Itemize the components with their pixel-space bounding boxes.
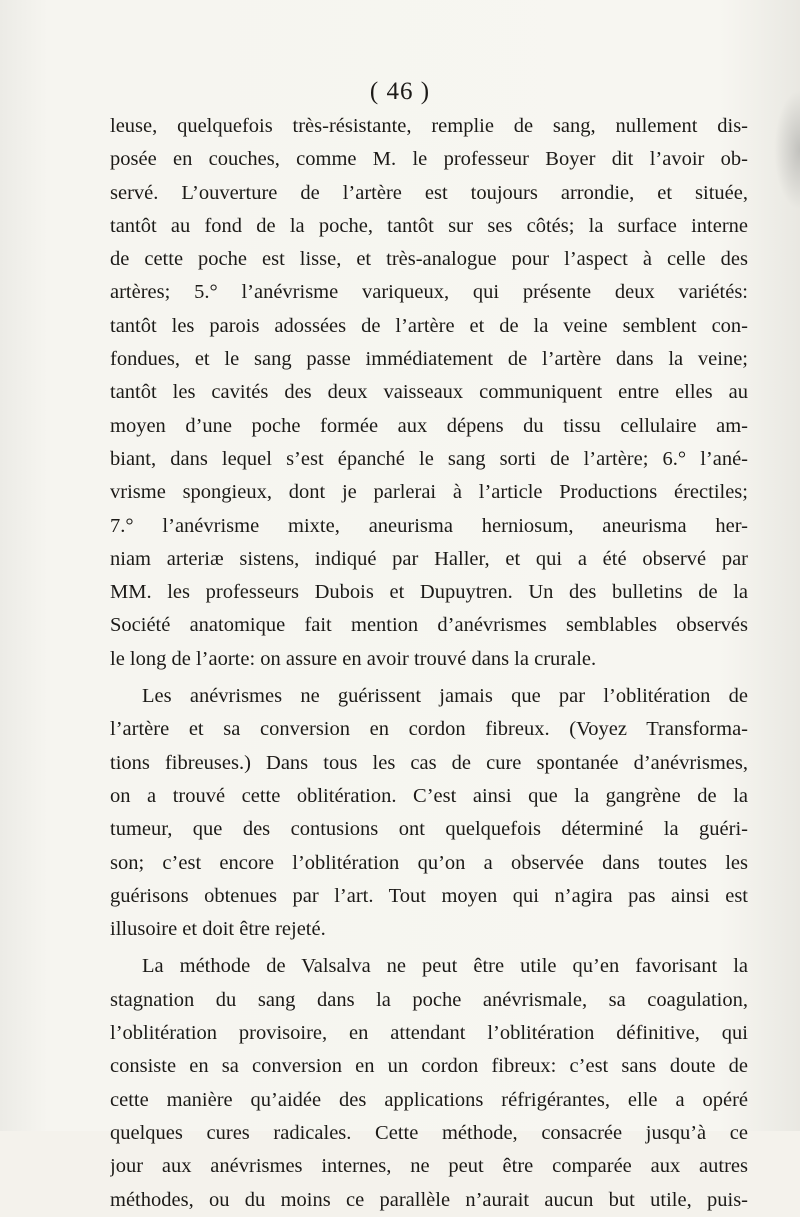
text-line: cette manière qu’aidée des applications réfrigérantes, elle a opéré xyxy=(110,1088,748,1111)
text-line: le long de l’aorte: on assure en avoir trouvé dans la crurale. xyxy=(110,647,597,670)
text-line: 7.° l’anévrisme mixte, aneurisma herniosum, aneurisma her- xyxy=(110,514,748,537)
text-line: MM. les professeurs Dubois et Dupuytren. Un des bulletins de la xyxy=(110,581,748,604)
text-line: l’artère et sa conversion en cordon fibreux. (Voyez Transforma- xyxy=(110,718,748,741)
text-line: son; c’est encore l’oblitération qu’on a observée dans toutes les xyxy=(110,851,748,874)
text-line: stagnation du sang dans la poche anévrismale, sa coagulation, xyxy=(110,988,748,1011)
text-line: Société anatomique fait mention d’anévrismes semblables observés xyxy=(110,614,748,637)
text-line: tumeur, que des contusions ont quelquefois déterminé la guéri- xyxy=(110,818,748,841)
body-text xyxy=(110,110,748,1217)
text-line: moyen d’une poche formée aux dépens du tissu cellulaire am- xyxy=(110,414,748,437)
text-line: on a trouvé cette oblitération. C’est ainsi que la gangrène de la xyxy=(110,784,748,807)
text-line: La méthode de Valsalva ne peut être utile qu’en favorisant la xyxy=(142,955,748,978)
text-line: vrisme spongieux, dont je parlerai à l’article Productions érectiles; xyxy=(110,481,748,504)
text-line: illusoire et doit être rejeté. xyxy=(110,918,326,941)
text-line: quelques cures radicales. Cette méthode, consacrée jusqu’à ce xyxy=(110,1121,748,1144)
text-line: consiste en sa conversion en un cordon fibreux: c’est sans doute de xyxy=(110,1055,748,1078)
text-line: leuse, quelquefois très-résistante, remplie de sang, nullement dis- xyxy=(110,115,748,137)
text-line: méthodes, ou du moins ce parallèle n’aurait aucun but utile, puis- xyxy=(110,1188,748,1211)
text-line: niam arteriæ sistens, indiqué par Haller, et qui a été observé par xyxy=(110,547,748,570)
text-line: tantôt les parois adossées de l’artère et de la veine semblent con- xyxy=(110,314,748,337)
text-line: Les anévrismes ne guérissent jamais que par l’oblitération de xyxy=(142,685,748,708)
text-line: servé. L’ouverture de l’artère est toujours arrondie, et située, xyxy=(110,181,748,204)
text-line: posée en couches, comme M. le professeur Boyer dit l’avoir ob- xyxy=(110,148,748,171)
page-number: ( 46 ) xyxy=(369,78,431,105)
text-line: jour aux anévrismes internes, ne peut être comparée aux autres xyxy=(110,1155,748,1178)
text-line: guérisons obtenues par l’art. Tout moyen qui n’agira pas ainsi est xyxy=(110,884,748,907)
text-line: de cette poche est lisse, et très-analogue pour l’aspect à celle des xyxy=(110,248,748,271)
page-edge-shadow xyxy=(774,90,800,210)
text-line: tions fibreuses.) Dans tous les cas de cure spontanée d’anévrismes, xyxy=(110,751,748,774)
text-line: tantôt au fond de la poche, tantôt sur ses côtés; la surface interne xyxy=(110,214,748,237)
text-line: fondues, et le sang passe immédiatement de l’artère dans la veine; xyxy=(110,348,748,371)
text-line: tantôt les cavités des deux vaisseaux communiquent entre elles au xyxy=(110,381,748,404)
text-line: biant, dans lequel s’est épanché le sang sorti de l’artère; 6.° l’ané- xyxy=(110,447,748,470)
text-line: artères; 5.° l’anévrisme variqueux, qui présente deux variétés: xyxy=(110,281,748,304)
text-line: l’oblitération provisoire, en attendant l’oblitération définitive, qui xyxy=(110,1022,748,1045)
